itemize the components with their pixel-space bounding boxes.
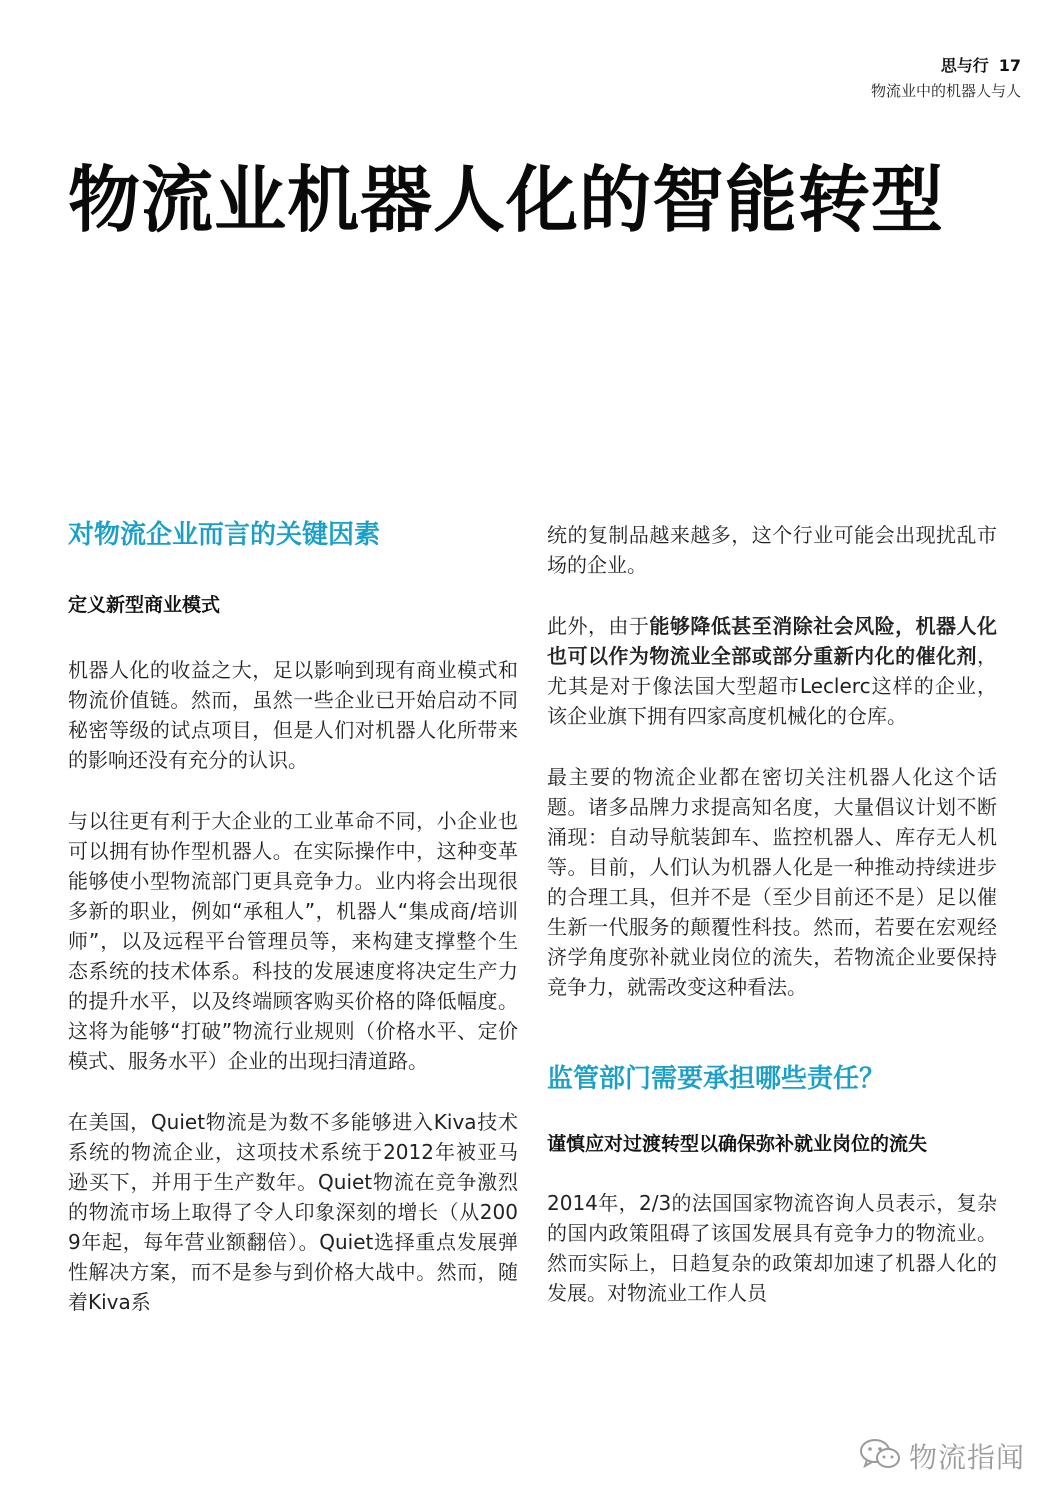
- left-column: [68, 515, 518, 1317]
- bold-text: 能够降低甚至消除社会风险，机器人化也可以作为物流业全部或部分重新内化的催化剂: [547, 614, 998, 668]
- page-number: 17: [998, 56, 1021, 75]
- section-heading: 监管部门需要承担哪些责任？: [547, 1064, 886, 1094]
- paragraph: 在美国，Quiet物流是为数不多能够进入Kiva技术系统的物流企业，这项技术系统于2012年被亚马逊买下，并用于生产数年。Quiet物流在竞争激烈的物流市场上取得了令人印象深刻的增长（从2009年起，每年营业额翻倍）。Quiet选择重点发展弹性解决方案，而不是参与到价格大战中。然而，随着Kiva系: [68, 1110, 518, 1314]
- section-heading: 对物流企业而言的关键因素: [68, 520, 381, 550]
- right-column: [547, 520, 997, 1308]
- paragraph: 统的复制品越来越多，这个行业可能会出现扰乱市场的企业。: [547, 523, 997, 577]
- header-row: [871, 56, 1021, 76]
- text-span: 此外，由于: [547, 614, 650, 638]
- paragraph: 2014年，2/3的法国国家物流咨询人员表示，复杂的国内政策阻碍了该国发展具有竞争力的物流业。然而实际上，日趋复杂的政策却加速了机器人化的发展。对物流业工作人员: [547, 1191, 997, 1305]
- section-name: 思与行: [940, 56, 989, 75]
- page-header: [871, 56, 1021, 102]
- paragraph: 最主要的物流企业都在密切关注机器人化这个话题。诸多品牌力求提高知名度，大量倡议计划不断涌现：自动导航装卸车、监控机器人、库存无人机等。目前，人们认为机器人化是一种推动持续进步的合理工具，但并不是（至少目前还不是）足以催生新一代服务的颠覆性科技。然而，若要在宏观经济学角度弥补就业岗位的流失，若物流企业要保持竞争力，就需改变这种看法。: [547, 765, 997, 999]
- header-subtitle: 物流业中的机器人与人: [870, 82, 1021, 100]
- page-title: 物流业机器人化的智能转型: [68, 158, 945, 242]
- wechat-icon: [859, 1437, 901, 1475]
- paragraph: 机器人化的收益之大，足以影响到现有商业模式和物流价值链。然而，虽然一些企业已开始启动不同秘密等级的试点项目，但是人们对机器人化所带来的影响还没有充分的认识。: [68, 658, 518, 772]
- text-span: ，尤其是对于像法国大型超市Leclerc这样的企业，该企业旗下拥有四家高度机械化的仓库。: [547, 644, 997, 728]
- sub-heading: 定义新型商业模式: [68, 594, 221, 616]
- paragraph: 与以往更有利于大企业的工业革命不同，小企业也可以拥有协作型机器人。在实际操作中，这种变革能够使小型物流部门更具竞争力。业内将会出现很多新的职业，例如“承租人”，机器人“集成商/培训师”，以及远程平台管理员等，来构建支撑整个生态系统的技术体系。科技的发展速度将决定生产力的提升水平，以及终端顾客购买价格的降低幅度。这将为能够“打破”物流行业规则（价格水平、定价模式、服务水平）企业的出现扫清道路。: [68, 809, 518, 1073]
- watermark: [859, 1436, 1025, 1476]
- sub-heading: 谨慎应对过渡转型以确保弥补就业岗位的流失: [547, 1133, 928, 1155]
- paragraph: [547, 611, 997, 731]
- watermark-text: 物流指闻: [908, 1441, 1025, 1474]
